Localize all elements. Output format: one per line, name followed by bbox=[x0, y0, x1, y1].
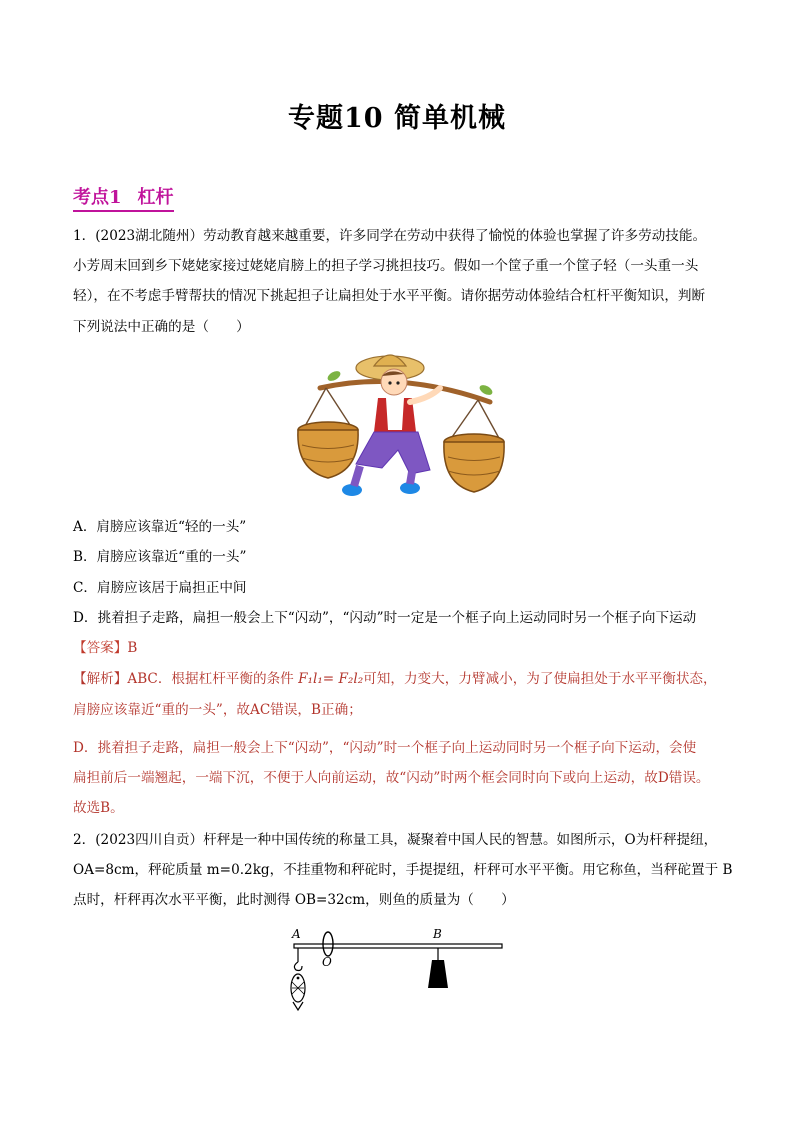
q1-answer bbox=[73, 638, 137, 658]
section-number: 考点1 bbox=[73, 187, 122, 208]
q1-analysis-line-4: 扁担前后一端翘起，一端下沉，不便于人向前运动，故“闪动”时两个框会同时向下或向上运动，故D错误。 bbox=[73, 770, 710, 786]
label-b: B bbox=[433, 927, 442, 941]
label-a: A bbox=[292, 927, 301, 941]
answer-tag: 【答案】 bbox=[73, 640, 128, 656]
q2-line-2: OA=8cm，秤砣质量 m=0.2kg，不挂重物和秤砣时，手提提纽，杆秤可水平平衡。用它称鱼，当秤砣置于 B bbox=[73, 862, 733, 878]
q1-line-4: 下列说法中正确的是（ ） bbox=[73, 319, 250, 335]
page-title: 专题10 简单机械 bbox=[288, 103, 506, 134]
shoulder-pole-illustration bbox=[290, 340, 510, 510]
q1-analysis-line-1 bbox=[73, 669, 717, 689]
balance-formula: F₁l₁= F₂l₂ bbox=[298, 671, 364, 687]
q1-analysis-line-5: 故选B。 bbox=[73, 800, 124, 816]
analysis-tag: 【解析】 bbox=[73, 671, 128, 687]
q1-line-2: 小芳周末回到乡下姥姥家接过姥姥肩膀上的担子学习挑担技巧。假如一个筐子重一个筐子轻（一头重一头 bbox=[73, 258, 699, 274]
q1-line-3: 轻），在不考虑手臂帮扶的情况下挑起担子让扁担处于水平平衡。请你据劳动体验结合杠杆平衡知识，判断 bbox=[73, 288, 706, 304]
section-heading bbox=[73, 187, 174, 212]
steelyard-figure bbox=[280, 922, 510, 1018]
q2-line-3: 点时，杆秤再次水平平衡，此时测得 OB=32cm，则鱼的质量为（ ） bbox=[73, 892, 515, 908]
fish-icon bbox=[291, 974, 305, 1010]
q1-option-d: D．挑着担子走路，扁担一般会上下“闪动”，“闪动”时一定是一个框子向上运动同时另一个框子向下运动 bbox=[73, 610, 697, 626]
analysis-line1-pre: ABC．根据杠杆平衡的条件 bbox=[127, 671, 299, 687]
analysis-line1-post: 可知，力变大，力臂减小，为了使扁担处于水平平衡状态， bbox=[363, 671, 717, 687]
q1-option-a: A．肩膀应该靠近“轻的一头” bbox=[73, 519, 247, 535]
q2-line-1: 2．(2023四川自贡）杆秤是一种中国传统的称量工具，凝聚着中国人民的智慧。如图所示，O为杆秤提纽， bbox=[73, 832, 718, 848]
q1-option-b: B．肩膀应该靠近“重的一头” bbox=[73, 549, 247, 565]
q1-option-c: C．肩膀应该居于扁担正中间 bbox=[73, 580, 247, 596]
q1-analysis-line-3: D．挑着担子走路，扁担一般会上下“闪动”，“闪动”时一个框子向上运动同时另一个框子向下运动，会使 bbox=[73, 740, 697, 756]
q1-line-1: 1．(2023湖北随州）劳动教育越来越重要，许多同学在劳动中获得了愉悦的体验也掌握了许多劳动技能。 bbox=[73, 228, 707, 244]
label-o: O bbox=[322, 955, 332, 969]
section-name: 杠杆 bbox=[137, 187, 174, 208]
answer-value: B bbox=[127, 640, 138, 656]
q1-analysis-line-2: 肩膀应该靠近“重的一头”，故AC错误，B正确； bbox=[73, 702, 362, 718]
